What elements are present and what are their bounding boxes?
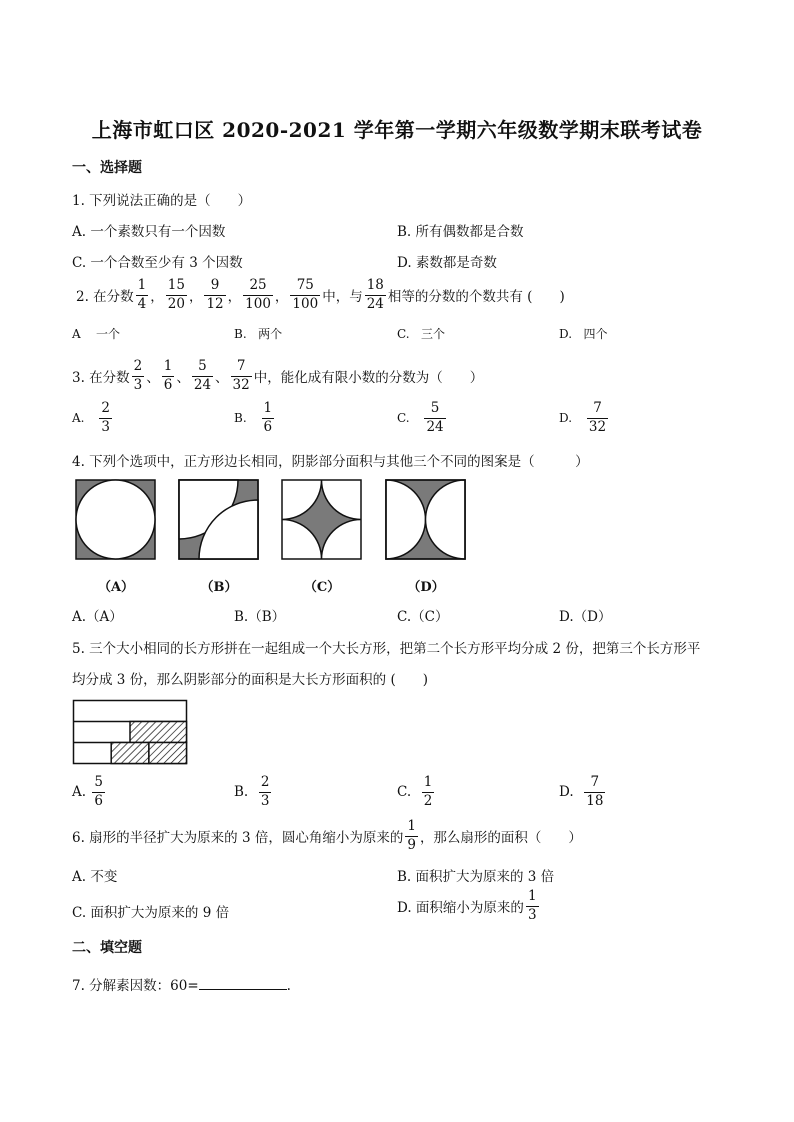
q6-option-a[interactable]: A. 不变 (72, 869, 118, 885)
q3-prefix: 3. 在分数 (72, 370, 130, 386)
q5-option-b[interactable]: B. $\frac{2}{3}$ (234, 774, 270, 809)
q3-fraction-4: $\frac{7}{32}$ (232, 358, 250, 393)
q5-stem-line2: 均分成 3 份，那么阴影部分的面积是大长方形面积的 ( ) (72, 672, 428, 688)
q6-fraction: $\frac{1}{9}$ (407, 818, 416, 853)
q6-option-d[interactable]: D. 面积缩小为原来的 $\frac{1}{3}$ (397, 888, 537, 923)
q6-suffix: ，那么扇形的面积（ ） (419, 830, 582, 846)
q2-option-d[interactable]: D. 四个 (559, 327, 608, 341)
q3-fraction-3: $\frac{5}{24}$ (193, 358, 212, 393)
q4-figure-label-c: （C） (303, 580, 341, 595)
q4-figure-c (282, 480, 361, 559)
q6-option-c[interactable]: C. 面积扩大为原来的 9 倍 (72, 905, 230, 921)
q5-option-a[interactable]: A. $\frac{5}{6}$ (72, 774, 103, 809)
q2-sep: ， (188, 289, 203, 305)
q4-figures (72, 477, 472, 563)
q3-sep: 、 (176, 370, 190, 386)
section-heading-choice: 一、选择题 (72, 160, 142, 176)
q3-suffix: 中，能化成有限小数的分数为（ ） (253, 370, 484, 386)
q5-stem-line1: 5. 三个大小相同的长方形拼在一起组成一个大长方形，把第二个长方形平均分成 2 份，把第三个长方形平 (72, 641, 701, 657)
q4-option-d[interactable]: D.（D） (559, 609, 612, 625)
q2-sep: ， (274, 289, 289, 305)
q2-fraction-1: $\frac{1}{4}$ (137, 277, 147, 312)
q5-option-d[interactable]: D. $\frac{7}{18}$ (559, 774, 604, 809)
q2-option-b[interactable]: B. 两个 (234, 327, 283, 341)
q4-figure-label-d: （D） (407, 580, 445, 595)
q6-option-b[interactable]: B. 面积扩大为原来的 3 倍 (397, 869, 555, 885)
q3-fraction-1: $\frac{2}{3}$ (133, 358, 143, 393)
q5-rectangle-figure (72, 699, 190, 767)
q1-option-a[interactable]: A. 一个素数只有一个因数 (72, 224, 226, 240)
q3-option-d[interactable]: D. $\frac{7}{32}$ (559, 400, 607, 435)
q7-stem: 7. 分解素因数：60= . (72, 978, 291, 994)
q2-fraction-3: $\frac{9}{12}$ (206, 277, 224, 312)
page-title: 上海市虹口区 2020-2021 学年第一学期六年级数学期末联考试卷 (91, 118, 703, 142)
q4-figure-b (179, 480, 258, 559)
q3-sep: 、 (146, 370, 160, 386)
q3-option-a[interactable]: A. $\frac{2}{3}$ (72, 400, 110, 435)
q2-option-a[interactable]: A 一个 (72, 327, 120, 341)
q3-sep: 、 (215, 370, 229, 386)
q4-option-a[interactable]: A.（A） (72, 609, 123, 625)
q6-prefix: 6. 扇形的半径扩大为原来的 3 倍，圆心角缩小为原来的 (72, 830, 404, 846)
q4-figure-label-b: （B） (200, 580, 238, 595)
q2-fraction-2: $\frac{15}{20}$ (167, 277, 185, 312)
q4-option-c[interactable]: C.（C） (397, 609, 449, 625)
q3-fraction-2: $\frac{1}{6}$ (163, 358, 173, 393)
q1-stem: 1. 下列说法正确的是（ ） (72, 193, 252, 209)
q1-option-c[interactable]: C. 一个合数至少有 3 个因数 (72, 255, 243, 271)
q2-fraction-4: $\frac{25}{100}$ (245, 277, 271, 312)
q2-sep: ， (150, 289, 164, 305)
q3-option-b[interactable]: B. $\frac{1}{6}$ (234, 400, 273, 435)
q3-option-c[interactable]: C. $\frac{5}{24}$ (397, 400, 444, 435)
q4-stem: 4. 下列个选项中，正方形边长相同，阴影部分面积与其他三个不同的图案是（ ） (72, 454, 589, 470)
q2-fraction-5: $\frac{75}{100}$ (292, 277, 319, 312)
q1-option-d[interactable]: D. 素数都是奇数 (397, 255, 497, 271)
q4-option-b[interactable]: B.（B） (234, 609, 286, 625)
q3-stem (72, 360, 483, 392)
q2-stem (76, 279, 565, 311)
q4-figure-d (386, 480, 465, 559)
q2-suffix: 相等的分数的个数共有 ( ) (387, 289, 565, 305)
q7-answer-blank[interactable] (199, 977, 287, 990)
q2-prefix: 2. 在分数 (76, 289, 134, 305)
q2-sep: ， (227, 289, 242, 305)
q1-option-b[interactable]: B. 所有偶数都是合数 (397, 224, 524, 240)
q4-figure-a (76, 480, 155, 559)
q4-figure-label-a: （A） (97, 580, 135, 595)
q2-mid: 中，与 (322, 289, 363, 305)
q6-stem (72, 820, 582, 852)
q5-option-c[interactable]: C. $\frac{1}{2}$ (397, 774, 433, 809)
section-heading-fill: 二、填空题 (72, 940, 142, 956)
q2-target-fraction: $\frac{18}{24}$ (366, 277, 384, 312)
q2-option-c[interactable]: C. 三个 (397, 327, 446, 341)
